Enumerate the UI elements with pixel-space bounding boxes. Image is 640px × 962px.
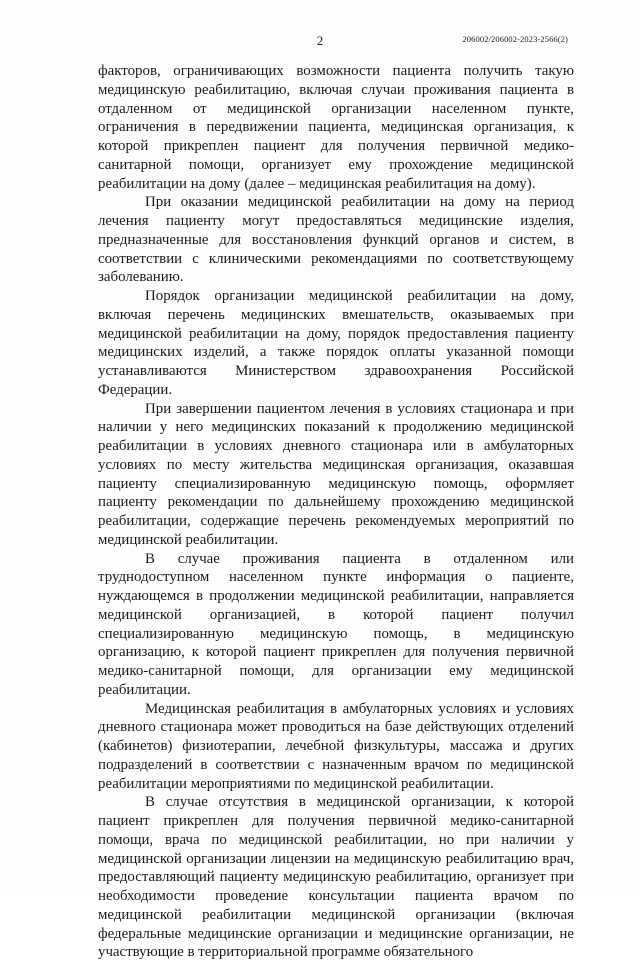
paragraph-medical-devices: При оказании медицинской реабилитации на дому на период лечения пациенту могут предоставляться медицинские изделия, предназначенные для восстановления функций органов и систем, в соответствии с клиническими рекомендациями по соответствующему заболеванию. — [98, 194, 574, 286]
paragraph-continuation: факторов, ограничивающих возможности пациента получить такую медицинскую реабилитацию, включая случаи проживания пациента в отдаленном от медицинской организации населенном пункте, ограничения в передвижении пациента, медицинская организация, к которой прикреплен пациент для получения первичной медико-санитарной помощи, организует ему прохождение медицинской реабилитации на дому (далее – медицинская реабилитация на дому). — [98, 63, 574, 192]
document-registration-number: 206002/206002-2023-2566(2) — [462, 34, 568, 44]
paragraph-no-rehab-doctor: В случае отсутствия в медицинской организации, к которой пациент прикреплен для получения первичной медико-санитарной помощи, врача по медицинской реабилитации, но при наличии у медицинской организации лицензии на медицинскую реабилитацию врач, предоставляющий пациенту медицинскую реабилитацию, организует при необходимости проведение консультации пациента врачом по медицинской реабилитации медицинской организации (включая федеральные медицинские организации и медицинские организации, не участвующие в территориальной программе обязательного — [98, 794, 574, 961]
paragraph-remote-residence: В случае проживания пациента в отдаленном или труднодоступном населенном пункте информация о пациенте, нуждающемся в продолжении медицинской реабилитации, направляется медицинской организацией, в которой пациент получил специализированную медицинскую помощь, в медицинскую организацию, к которой пациент прикреплен для получения первичной медико-санитарной помощи, для организации ему медицинской реабилитации. — [98, 550, 574, 698]
document-body — [98, 62, 574, 962]
paragraph-outpatient-rehab: Медицинская реабилитация в амбулаторных условиях и условиях дневного стационара может проводиться на базе действующих отделений (кабинетов) физиотерапии, лечебной физкультуры, массажа и других подразделений в соответствии с назначенным врачом по медицинской реабилитации мероприятиями по медицинской реабилитации. — [98, 700, 574, 792]
paragraph-home-rehab-procedure: Порядок организации медицинской реабилитации на дому, включая перечень медицинских вмешательств, оказываемых при медицинской реабилитации на дому, порядок предоставления пациенту медицинских изделий, а также порядок оплаты указанной помощи устанавливаются Министерством здравоохранения Российской Федерации. — [98, 288, 574, 398]
page-number: 2 — [316, 33, 324, 48]
paragraph-discharge-recommendations: При завершении пациентом лечения в условиях стационара и при наличии у него медицинских показаний к продолжению медицинской реабилитации в условиях дневного стационара или в амбулаторных условиях по месту жительства медицинская организация, оказавшая пациенту специализированную медицинскую помощь, оформляет пациенту рекомендации по дальнейшему прохождению медицинской реабилитации, содержащие перечень рекомендуемых мероприятий по медицинской реабилитации. — [98, 400, 574, 548]
